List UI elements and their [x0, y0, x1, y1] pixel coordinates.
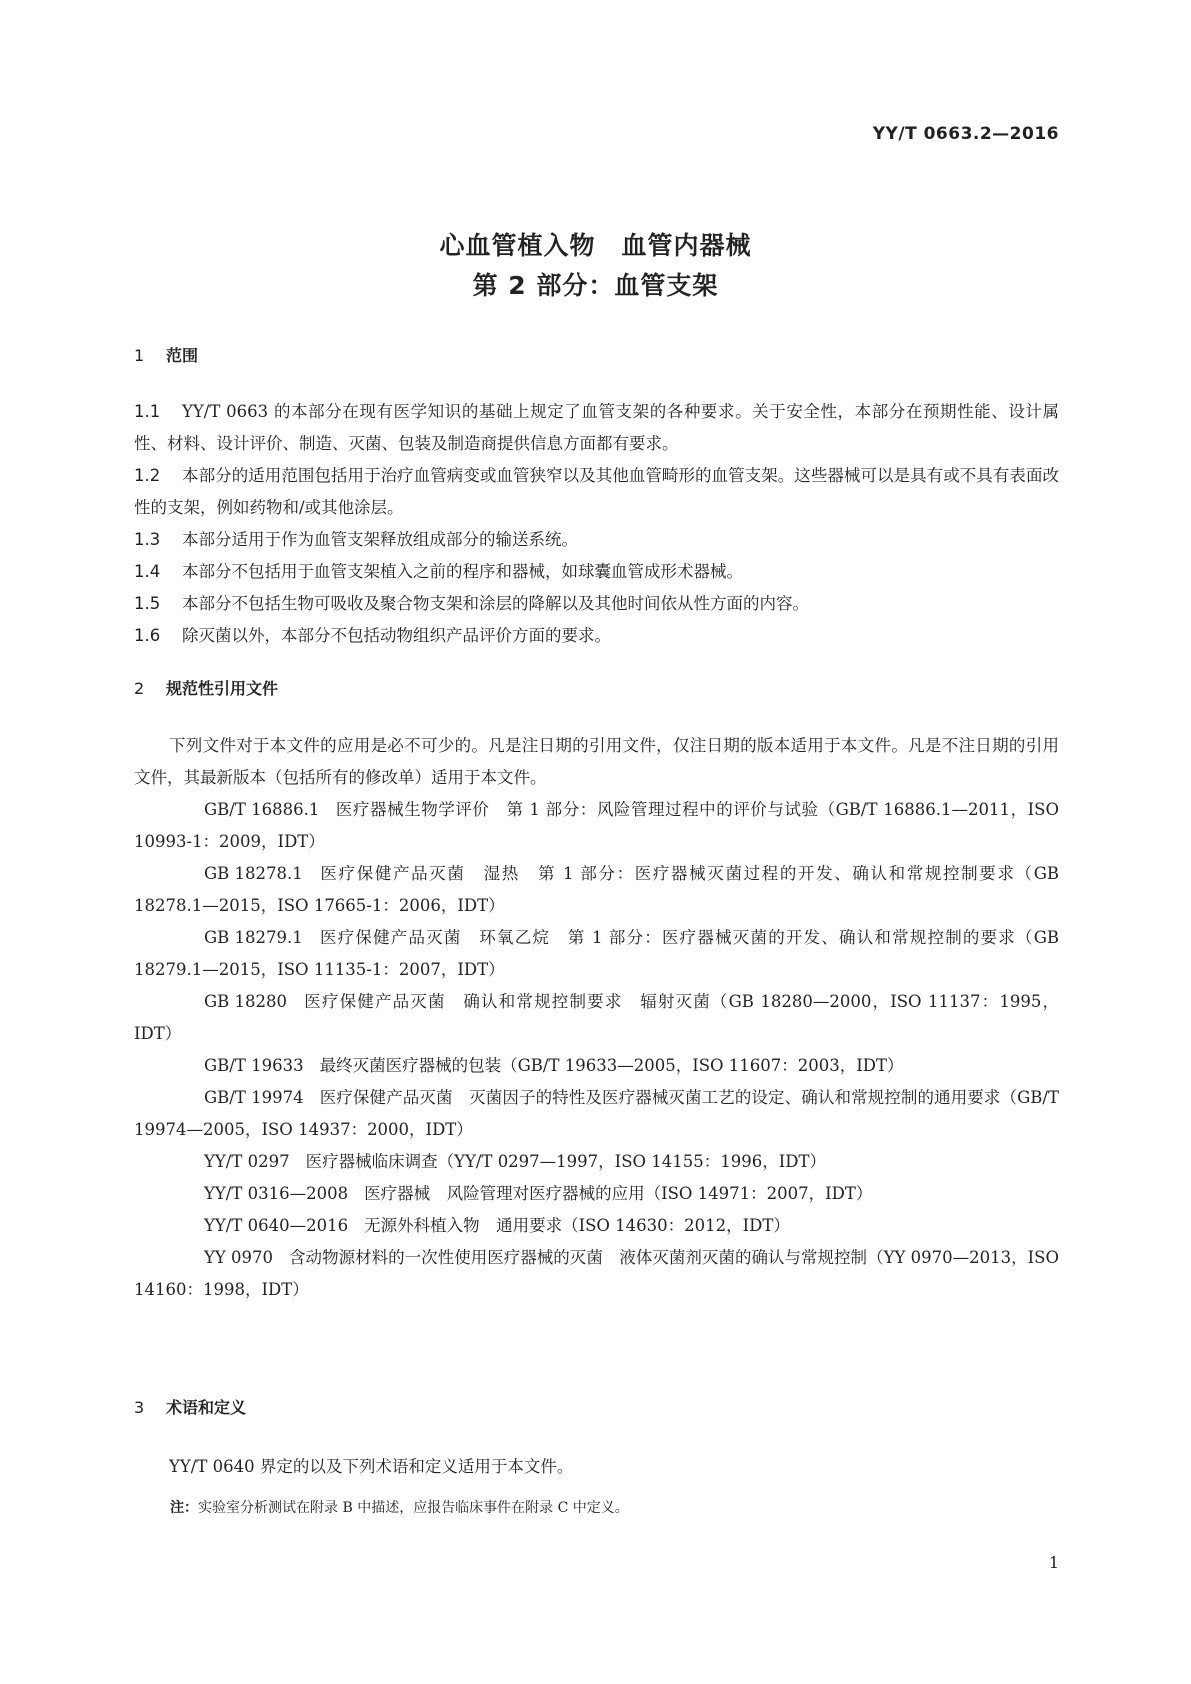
section-1-body	[134, 396, 1059, 652]
reference-text: 含动物源材料的一次性使用医疗器械的灭菌 液体灭菌剂灭菌的确认与常规控制（YY 0970—2013，ISO 14160：1998，IDT）	[134, 1248, 1059, 1299]
clause-1-6	[134, 620, 1059, 652]
reference-item	[134, 1178, 1059, 1210]
reference-item	[134, 922, 1059, 986]
section-number: 1	[134, 346, 145, 365]
page-number: 1	[1048, 1553, 1059, 1572]
reference-code: YY/T 0640—2016	[204, 1216, 349, 1235]
clause-1-2	[134, 460, 1059, 524]
reference-text: 医疗器械 风险管理对医疗器械的应用（ISO 14971：2007，IDT）	[364, 1184, 873, 1203]
normative-intro: 下列文件对于本文件的应用是必不可少的。凡是注日期的引用文件，仅注日期的版本适用于本文件。凡是不注日期的引用文件，其最新版本（包括所有的修改单）适用于本文件。	[134, 736, 1059, 787]
standard-code: YY/T 0663.2—2016	[872, 124, 1059, 144]
reference-code: GB 18279.1	[204, 928, 303, 947]
section-1-heading	[134, 343, 198, 366]
title-line-2: 第 2 部分：血管支架	[472, 271, 719, 300]
note	[170, 1497, 629, 1517]
reference-code: GB/T 16886.1	[204, 800, 320, 819]
clause-text: 本部分适用于作为血管支架释放组成部分的输送系统。	[182, 530, 578, 549]
section-title: 范围	[166, 346, 199, 365]
clause-text: 本部分不包括用于血管支架植入之前的程序和器械，如球囊血管成形术器械。	[182, 562, 743, 581]
section-3-body	[134, 1451, 1059, 1483]
reference-code: GB/T 19974	[204, 1088, 304, 1107]
reference-text: 医疗保健产品灭菌 湿热 第 1 部分：医疗器械灭菌过程的开发、确认和常规控制要求（GB 18278.1—2015，ISO 17665-1：2006，IDT）	[134, 864, 1059, 915]
clause-1-5	[134, 588, 1059, 620]
reference-code: GB/T 19633	[204, 1056, 304, 1075]
note-text: 实验室分析测试在附录 B 中描述，应报告临床事件在附录 C 中定义。	[198, 1500, 629, 1516]
reference-code: YY/T 0297	[204, 1152, 290, 1171]
section-number: 2	[134, 679, 145, 698]
clause-1-4	[134, 556, 1059, 588]
reference-code: YY 0970	[204, 1248, 274, 1267]
clause-number: 1.5	[134, 594, 161, 613]
section-2-heading	[134, 676, 278, 699]
reference-text: 无源外科植入物 通用要求（ISO 14630：2012，IDT）	[364, 1216, 790, 1235]
reference-text: 医疗保健产品灭菌 灭菌因子的特性及医疗器械灭菌工艺的设定、确认和常规控制的通用要求（GB/T 19974—2005，ISO 14937：2000，IDT）	[134, 1088, 1059, 1139]
reference-text: 医疗保健产品灭菌 环氧乙烷 第 1 部分：医疗器械灭菌的开发、确认和常规控制的要求（GB 18279.1—2015，ISO 11135-1：2007，IDT）	[134, 928, 1059, 979]
reference-item	[134, 1050, 1059, 1082]
reference-text: 医疗器械临床调查（YY/T 0297—1997，ISO 14155：1996，IDT）	[305, 1152, 826, 1171]
section-2-body	[134, 730, 1059, 1306]
clause-number: 1.2	[134, 466, 161, 485]
reference-item	[134, 794, 1059, 858]
clause-number: 1.4	[134, 562, 161, 581]
section-3-heading	[134, 1395, 246, 1418]
section-title: 规范性引用文件	[166, 679, 279, 698]
section-title: 术语和定义	[166, 1398, 247, 1417]
clause-text: 本部分不包括生物可吸收及聚合物支架和涂层的降解以及其他时间依从性方面的内容。	[182, 594, 809, 613]
reference-code: GB 18280	[204, 992, 288, 1011]
reference-item	[134, 858, 1059, 922]
clause-text: 本部分的适用范围包括用于治疗血管病变或血管狭窄以及其他血管畸形的血管支架。这些器械可以是具有或不具有表面改性的支架，例如药物和/或其他涂层。	[134, 466, 1059, 517]
section-number: 3	[134, 1398, 145, 1417]
reference-item	[134, 986, 1059, 1050]
reference-item	[134, 1082, 1059, 1146]
reference-code: GB 18278.1	[204, 864, 303, 883]
document-title	[0, 226, 1191, 306]
clause-number: 1.1	[134, 402, 161, 421]
clause-1-1	[134, 396, 1059, 460]
reference-text: 医疗保健产品灭菌 确认和常规控制要求 辐射灭菌（GB 18280—2000，ISO 11137：1995，IDT）	[134, 992, 1059, 1043]
terms-intro: YY/T 0640 界定的以及下列术语和定义适用于本文件。	[169, 1457, 574, 1476]
clause-1-3	[134, 524, 1059, 556]
clause-number: 1.6	[134, 626, 161, 645]
reference-text: 医疗器械生物学评价 第 1 部分：风险管理过程中的评价与试验（GB/T 16886.1—2011，ISO 10993-1：2009，IDT）	[134, 800, 1059, 851]
clause-text: 除灭菌以外，本部分不包括动物组织产品评价方面的要求。	[182, 626, 611, 645]
reference-text: 最终灭菌医疗器械的包装（GB/T 19633—2005，ISO 11607：2003，IDT）	[319, 1056, 904, 1075]
reference-code: YY/T 0316—2008	[204, 1184, 349, 1203]
clause-number: 1.3	[134, 530, 161, 549]
clause-text: YY/T 0663 的本部分在现有医学知识的基础上规定了血管支架的各种要求。关于安全性，本部分在预期性能、设计属性、材料、设计评价、制造、灭菌、包装及制造商提供信息方面都有要求。	[134, 402, 1059, 453]
reference-item	[134, 1210, 1059, 1242]
note-label: 注：	[170, 1500, 198, 1516]
reference-item	[134, 1146, 1059, 1178]
title-line-1: 心血管植入物 血管内器械	[439, 231, 752, 260]
reference-item	[134, 1242, 1059, 1306]
